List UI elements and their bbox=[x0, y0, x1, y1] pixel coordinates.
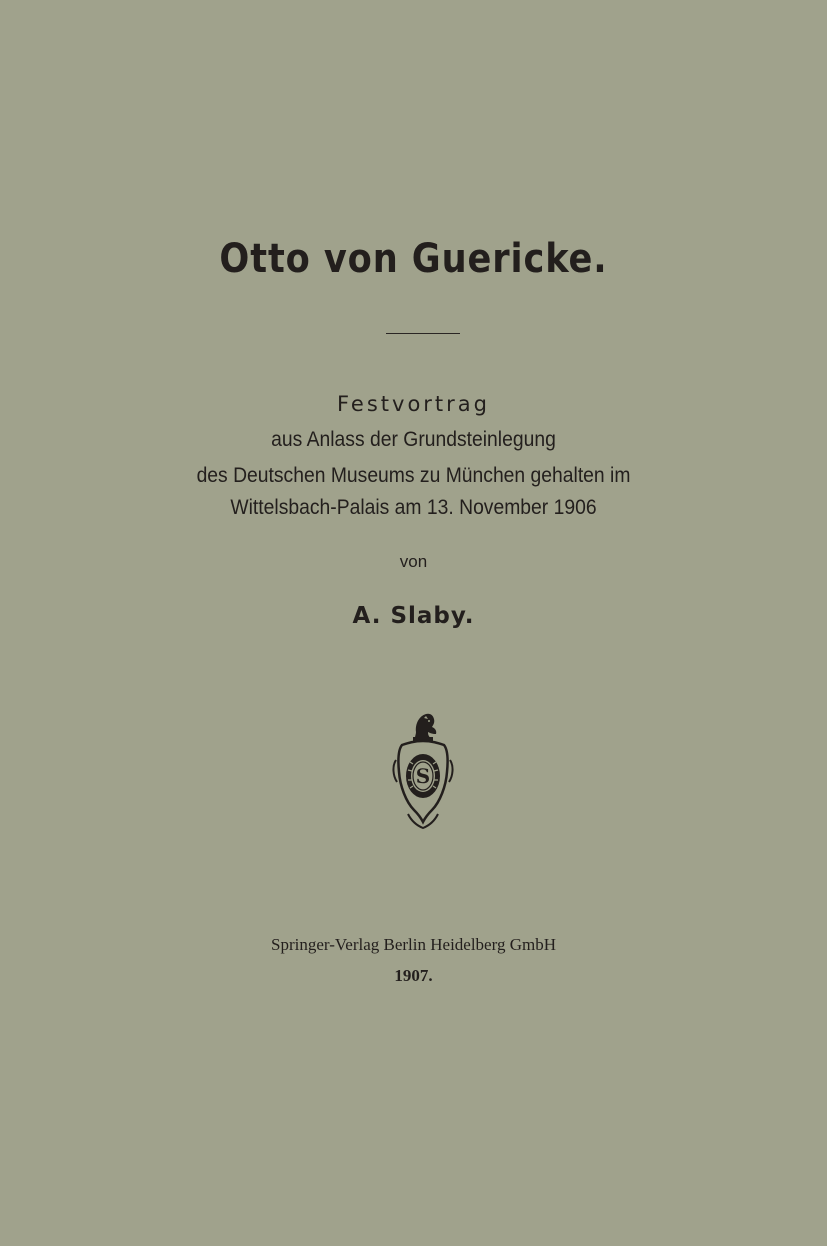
publication-year: 1907. bbox=[394, 966, 433, 985]
by-label: von bbox=[399, 552, 428, 571]
svg-text:S: S bbox=[415, 764, 431, 788]
publisher-name: Springer-Verlag Berlin Heidelberg GmbH bbox=[271, 935, 556, 954]
title-divider bbox=[386, 333, 460, 334]
subtitle-line-1: aus Anlass der Grundsteinlegung bbox=[271, 428, 556, 451]
book-title: Otto von Guericke. bbox=[219, 236, 608, 282]
springer-knight-emblem-icon bbox=[388, 710, 458, 830]
subtitle-heading: Festvortrag bbox=[336, 392, 490, 416]
subtitle-line-3: Wittelsbach-Palais am 13. November 1906 bbox=[230, 496, 597, 519]
author-name: A. Slaby. bbox=[352, 603, 475, 629]
subtitle-line-2: des Deutschen Museums zu München gehalten im bbox=[196, 464, 631, 487]
